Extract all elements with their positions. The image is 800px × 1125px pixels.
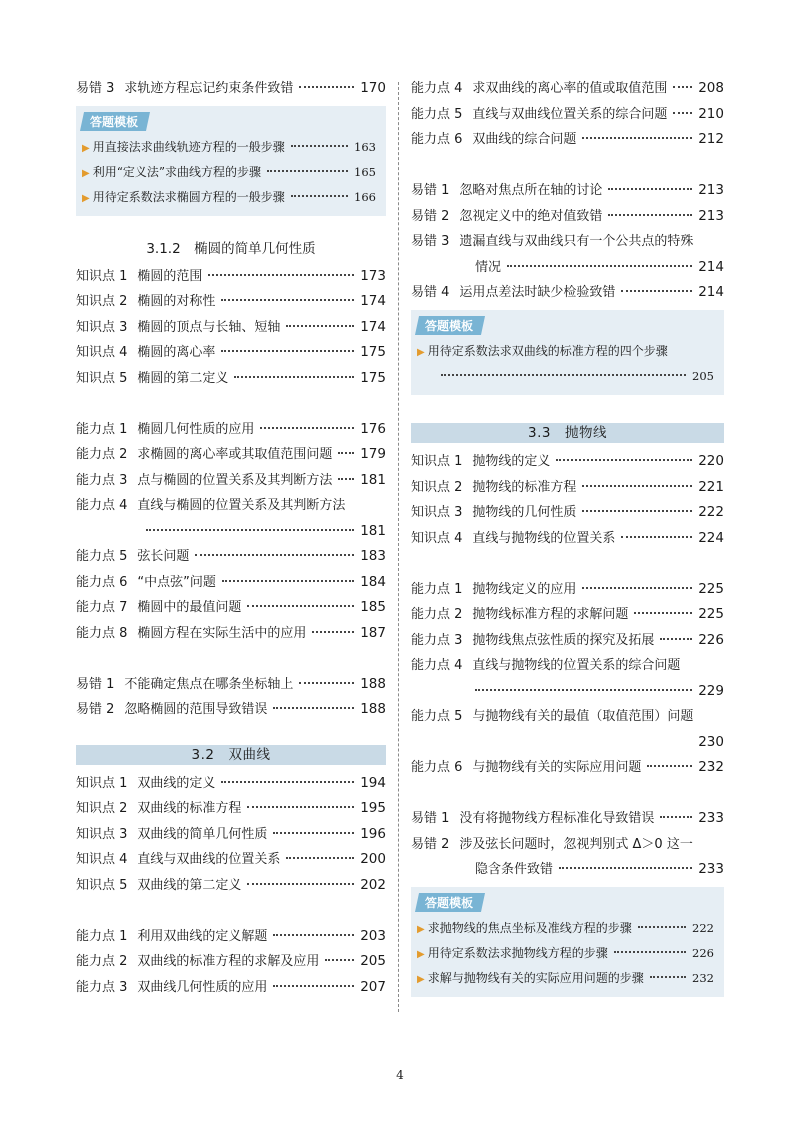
column-divider xyxy=(398,82,399,1012)
toc-entry[interactable]: 能力点 1 利用双曲线的定义解题 203 xyxy=(76,927,386,944)
toc-entry[interactable]: 易错 4 运用点差法时缺少检验致错 214 xyxy=(411,284,724,300)
toc-entry[interactable]: 知识点 3 双曲线的简单几何性质 196 xyxy=(76,825,386,842)
triangle-bullet-icon: ▶ xyxy=(417,948,425,960)
toc-entry[interactable]: 知识点 3 椭圆的顶点与长轴、短轴 174 xyxy=(76,318,386,335)
template-item[interactable]: ▶ 求解与抛物线有关的实际应用问题的步骤 232 xyxy=(417,966,714,991)
toc-entry[interactable]: 能力点 6 与抛物线有关的实际应用问题 232 xyxy=(411,759,724,775)
toc-entry-continuation[interactable]: 229 xyxy=(411,679,724,705)
toc-entry[interactable]: 易错 1 没有将抛物线方程标准化导致错误 233 xyxy=(411,810,724,826)
triangle-bullet-icon: ▶ xyxy=(82,142,90,154)
toc-entry[interactable]: 知识点 2 椭圆的对称性 174 xyxy=(76,293,386,309)
toc-entry-continuation[interactable]: 情况 214 xyxy=(475,258,724,275)
toc-entry[interactable]: 能力点 6 “中点弦”问题 184 xyxy=(76,573,386,590)
toc-entry[interactable]: 知识点 1 椭圆的范围 173 xyxy=(76,267,386,284)
triangle-bullet-icon: ▶ xyxy=(417,346,425,358)
toc-entry[interactable]: 能力点 1 椭圆几何性质的应用 176 xyxy=(76,420,386,437)
template-item[interactable]: ▶ 用待定系数法求椭圆方程的一般步骤 166 xyxy=(82,185,376,210)
triangle-bullet-icon: ▶ xyxy=(82,192,90,204)
toc-entry[interactable]: 能力点 4 直线与抛物线的位置关系的综合问题 xyxy=(411,658,681,673)
left-column xyxy=(76,76,386,1000)
toc-entry[interactable]: 能力点 2 求椭圆的离心率或其取值范围问题 179 xyxy=(76,446,386,462)
template-item[interactable]: ▶ 用待定系数法求抛物线方程的步骤 226 xyxy=(417,941,714,966)
toc-entry[interactable]: 知识点 4 直线与抛物线的位置关系 224 xyxy=(411,529,724,546)
right-column xyxy=(411,76,724,1001)
toc-entry[interactable]: 能力点 2 抛物线标准方程的求解问题 225 xyxy=(411,606,724,622)
toc-entry[interactable]: 能力点 5 直线与双曲线位置关系的综合问题 210 xyxy=(411,105,724,122)
toc-entry[interactable]: 易错 1 忽略对焦点所在轴的讨论 213 xyxy=(411,182,724,198)
toc-entry[interactable]: 知识点 5 双曲线的第二定义 202 xyxy=(76,876,386,893)
toc-entry[interactable]: 能力点 2 双曲线的标准方程的求解及应用 205 xyxy=(76,953,386,969)
toc-entry[interactable]: 知识点 1 双曲线的定义 194 xyxy=(76,774,386,791)
toc-entry[interactable]: 能力点 3 点与椭圆的位置关系及其判断方法 181 xyxy=(76,471,386,488)
toc-entry-continuation[interactable]: 230 xyxy=(698,733,724,750)
toc-entry[interactable]: 能力点 5 与抛物线有关的最值（取值范围）问题 xyxy=(411,709,694,724)
toc-entry[interactable]: 易错 3 求轨迹方程忘记约束条件致错 170 xyxy=(76,80,386,96)
toc-entry[interactable]: 能力点 4 求双曲线的离心率的值或取值范围 208 xyxy=(411,80,724,96)
toc-entry[interactable]: 能力点 4 直线与椭圆的位置关系及其判断方法 xyxy=(76,498,346,513)
toc-entry[interactable]: 易错 1 不能确定焦点在哪条坐标轴上 188 xyxy=(76,675,386,692)
toc-entry[interactable]: 能力点 3 抛物线焦点弦性质的探究及拓展 226 xyxy=(411,631,724,648)
toc-entry[interactable]: 能力点 7 椭圆中的最值问题 185 xyxy=(76,599,386,615)
triangle-bullet-icon: ▶ xyxy=(82,167,90,179)
toc-entry[interactable]: 易错 3 遗漏直线与双曲线只有一个公共点的特殊 xyxy=(411,234,694,249)
toc-entry-continuation[interactable]: 181 xyxy=(76,519,386,545)
section-heading: 3.2 双曲线 xyxy=(76,745,386,765)
template-tag: 答题模板 xyxy=(415,316,485,335)
template-tag: 答题模板 xyxy=(415,893,485,912)
answer-template-box xyxy=(411,887,724,997)
triangle-bullet-icon: ▶ xyxy=(417,973,425,985)
toc-entry[interactable]: 能力点 3 双曲线几何性质的应用 207 xyxy=(76,978,386,995)
toc-entry[interactable]: 能力点 6 双曲线的综合问题 212 xyxy=(411,131,724,147)
toc-entry[interactable]: 知识点 1 抛物线的定义 220 xyxy=(411,453,724,469)
template-item-continuation[interactable]: 205 xyxy=(417,364,714,390)
toc-entry-continuation[interactable]: 隐含条件致错 233 xyxy=(475,861,724,877)
page-number: 4 xyxy=(396,1068,404,1082)
answer-template-box xyxy=(411,310,724,396)
toc-entry[interactable]: 知识点 2 抛物线的标准方程 221 xyxy=(411,478,724,495)
toc-entry[interactable]: 易错 2 忽视定义中的绝对值致错 213 xyxy=(411,207,724,224)
section-heading: 3.3 抛物线 xyxy=(411,423,724,443)
toc-entry[interactable]: 知识点 2 双曲线的标准方程 195 xyxy=(76,800,386,816)
template-tag: 答题模板 xyxy=(80,112,150,131)
template-item[interactable]: ▶ 用直接法求曲线轨迹方程的一般步骤 163 xyxy=(82,135,376,160)
answer-template-box xyxy=(76,106,386,216)
toc-entry[interactable]: 能力点 1 抛物线定义的应用 225 xyxy=(411,580,724,597)
toc-entry[interactable]: 易错 2 忽略椭圆的范围导致错误 188 xyxy=(76,701,386,717)
toc-entry[interactable]: 知识点 4 直线与双曲线的位置关系 200 xyxy=(76,851,386,867)
toc-entry[interactable]: 能力点 8 椭圆方程在实际生活中的应用 187 xyxy=(76,624,386,641)
toc-entry[interactable]: 知识点 3 抛物线的几何性质 222 xyxy=(411,504,724,520)
toc-entry[interactable]: 知识点 5 椭圆的第二定义 175 xyxy=(76,369,386,386)
toc-entry[interactable]: 能力点 5 弦长问题 183 xyxy=(76,548,386,564)
template-item[interactable]: ▶ 用待定系数法求双曲线的标准方程的四个步骤 xyxy=(417,339,714,364)
toc-entry[interactable]: 易错 2 涉及弦长问题时，忽视判别式 Δ＞0 这一 xyxy=(411,836,693,852)
template-item[interactable]: ▶ 求抛物线的焦点坐标及准线方程的步骤 222 xyxy=(417,916,714,941)
sub-section-heading: 3.1.2 椭圆的简单几何性质 xyxy=(146,240,316,257)
triangle-bullet-icon: ▶ xyxy=(417,923,425,935)
toc-entry[interactable]: 知识点 4 椭圆的离心率 175 xyxy=(76,344,386,360)
template-item[interactable]: ▶ 利用“定义法”求曲线方程的步骤 165 xyxy=(82,160,376,185)
